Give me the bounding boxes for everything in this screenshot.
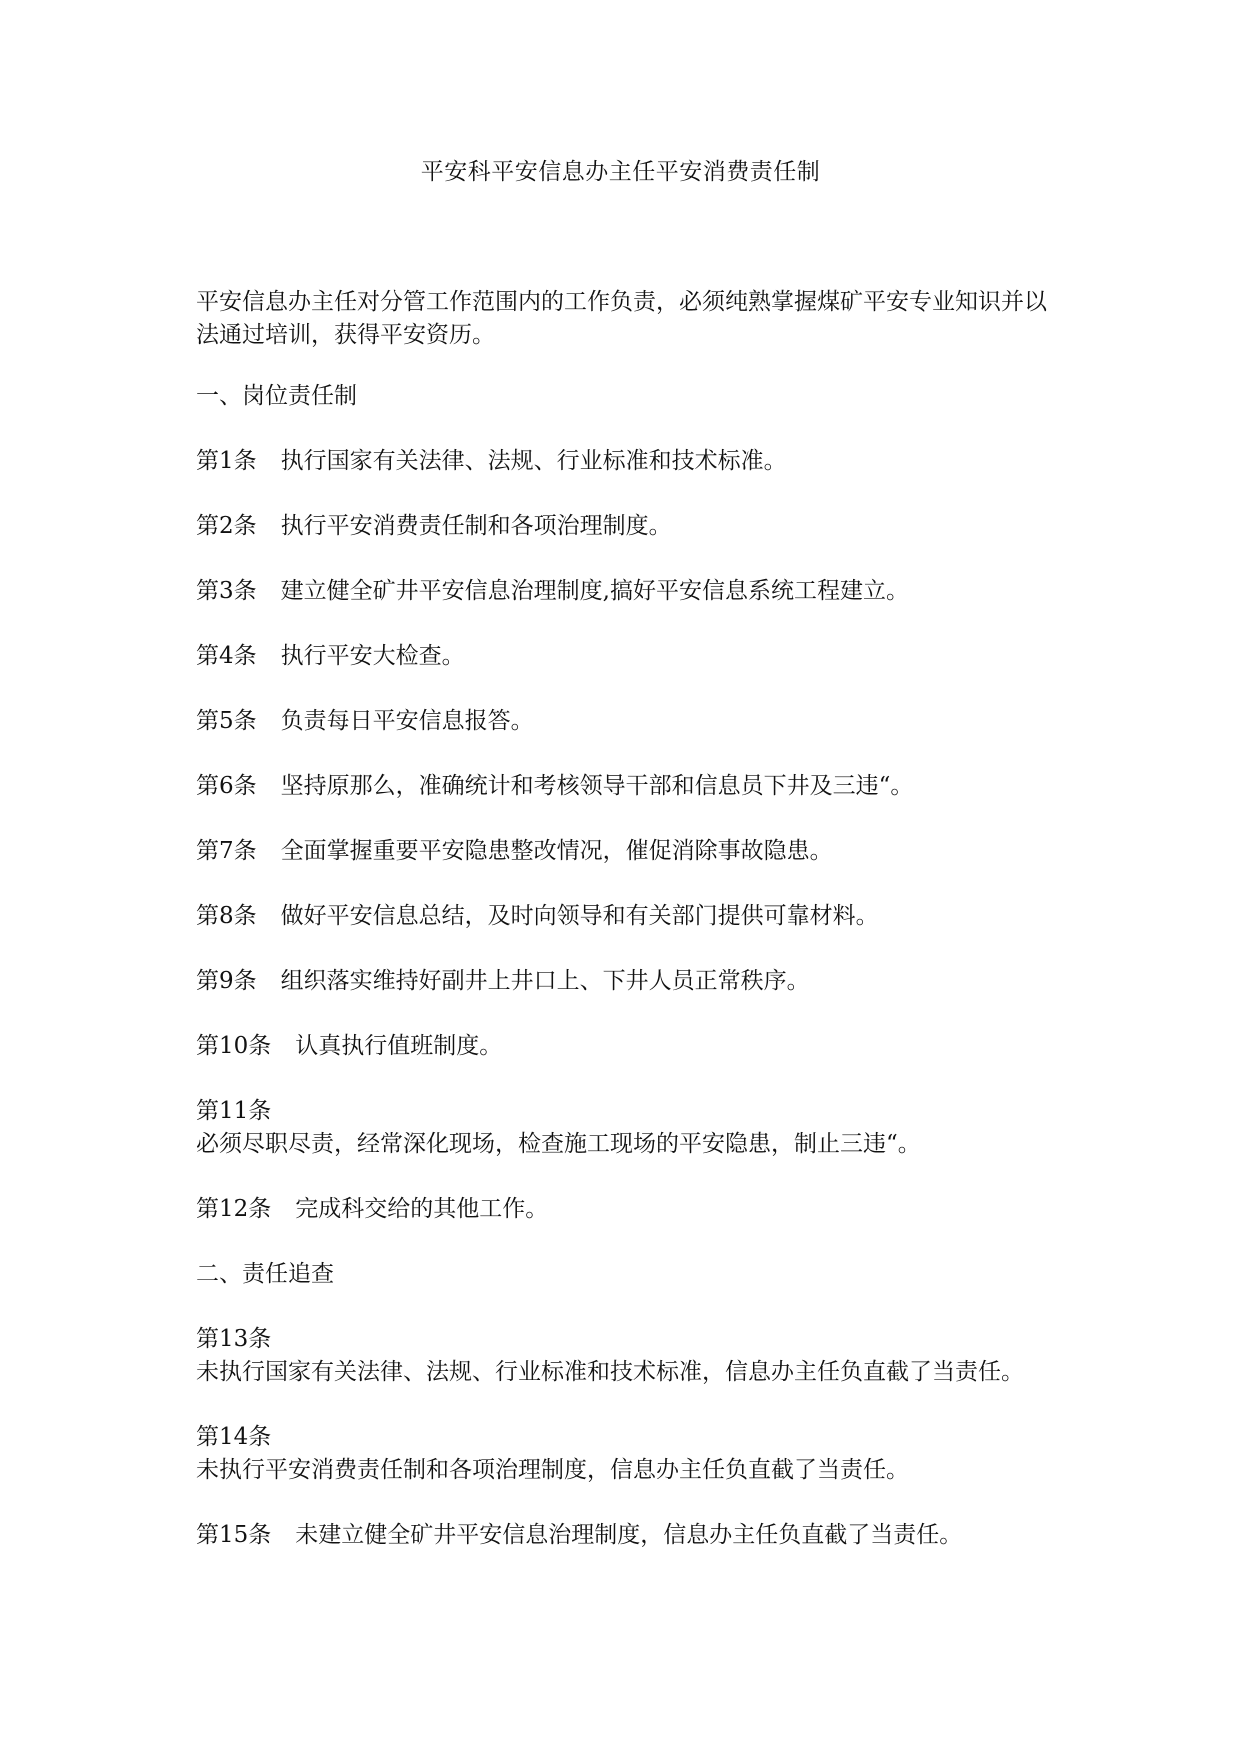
article-text: 组织落实维持好副井上井口上、下井人员正常秩序。 xyxy=(280,968,810,994)
article-6 xyxy=(196,770,1056,803)
document-title: 平安科平安信息办主任平安消费责任制 xyxy=(420,159,821,185)
article-1 xyxy=(196,445,1056,478)
article-number: 第8条 xyxy=(196,903,257,929)
article-text: 负责每日平安信息报答。 xyxy=(280,708,534,734)
article-text: 完成科交给的其他工作。 xyxy=(295,1196,549,1222)
article-13 xyxy=(196,1323,1056,1389)
article-text: 认真执行值班制度。 xyxy=(295,1033,503,1059)
article-9 xyxy=(196,965,1056,998)
article-number: 第3条 xyxy=(196,578,257,604)
article-number: 第14条 xyxy=(196,1424,272,1450)
article-15 xyxy=(196,1519,1056,1552)
article-number: 第10条 xyxy=(196,1033,272,1059)
article-12 xyxy=(196,1193,1056,1226)
article-text: 必须尽职尽责，经常深化现场，检查施工现场的平安隐患，制止三违“。 xyxy=(196,1131,921,1157)
article-text: 执行平安消费责任制和各项治理制度。 xyxy=(280,513,672,539)
article-number: 第9条 xyxy=(196,968,257,994)
intro-paragraph: 平安信息办主任对分管工作范围内的工作负责，必须纯熟掌握煤矿平安专业知识并以法通过培训，获得平安资历。 xyxy=(196,289,1047,348)
article-5 xyxy=(196,705,1056,738)
article-number: 第7条 xyxy=(196,838,257,864)
article-11 xyxy=(196,1095,1056,1161)
article-text: 全面掌握重要平安隐患整改情况，催促消除事故隐患。 xyxy=(280,838,833,864)
article-4 xyxy=(196,640,1056,673)
article-number: 第12条 xyxy=(196,1196,272,1222)
section-heading-accountability: 二、责任追查 xyxy=(196,1261,334,1287)
article-text: 执行国家有关法律、法规、行业标准和技术标准。 xyxy=(280,448,787,474)
article-number: 第6条 xyxy=(196,773,257,799)
article-text: 未建立健全矿井平安信息治理制度，信息办主任负直截了当责任。 xyxy=(295,1522,963,1548)
section-heading-responsibility: 一、岗位责任制 xyxy=(196,383,357,409)
article-3 xyxy=(196,575,1056,608)
article-number: 第1条 xyxy=(196,448,257,474)
article-number: 第2条 xyxy=(196,513,257,539)
article-text: 执行平安大检查。 xyxy=(280,643,465,669)
article-14 xyxy=(196,1421,1056,1487)
article-8 xyxy=(196,900,1056,933)
article-text: 未执行国家有关法律、法规、行业标准和技术标准，信息办主任负直截了当责任。 xyxy=(196,1359,1024,1385)
article-number: 第5条 xyxy=(196,708,257,734)
article-text: 建立健全矿井平安信息治理制度,搞好平安信息系统工程建立。 xyxy=(280,578,909,604)
article-text: 做好平安信息总结，及时向领导和有关部门提供可靠材料。 xyxy=(280,903,879,929)
article-number: 第13条 xyxy=(196,1326,272,1352)
article-number: 第4条 xyxy=(196,643,257,669)
article-7 xyxy=(196,835,1056,868)
article-text: 坚持原那么，准确统计和考核领导干部和信息员下井及三违“。 xyxy=(280,773,914,799)
article-2 xyxy=(196,510,1056,543)
article-10 xyxy=(196,1030,1056,1063)
article-text: 未执行平安消费责任制和各项治理制度，信息办主任负直截了当责任。 xyxy=(196,1457,909,1483)
article-number: 第15条 xyxy=(196,1522,272,1548)
document-body xyxy=(196,286,1056,1584)
article-number: 第11条 xyxy=(196,1098,272,1124)
